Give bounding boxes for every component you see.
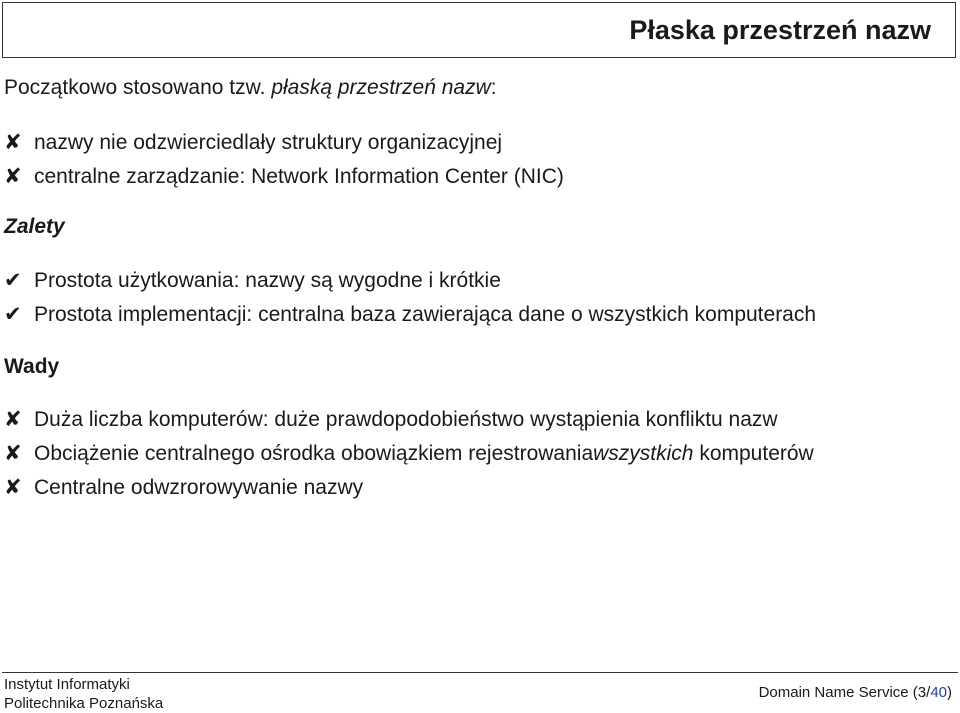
footer-divider xyxy=(2,672,958,673)
cross-icon: ✘ xyxy=(4,476,22,499)
intro-emphasis: płaską przestrzeń nazw xyxy=(271,76,491,99)
initial-item-2: ✘ centralne zarządzanie: Network Information Center (NIC) xyxy=(4,165,564,188)
footer-university: Politechnika Poznańska xyxy=(4,695,164,712)
intro-line xyxy=(4,76,497,100)
cross-icon: ✘ xyxy=(4,131,22,154)
footer-course: Domain Name Service (3/40) xyxy=(758,684,952,701)
cross-icon: ✘ xyxy=(4,442,22,465)
intro-suffix: : xyxy=(490,76,497,99)
page-total-link[interactable]: 40 xyxy=(930,684,947,701)
intro-prefix: Początkowo stosowano tzw. xyxy=(4,76,272,99)
pros-heading: Zalety xyxy=(4,215,65,238)
cons-item-2-emphasis: wszystkich xyxy=(593,442,694,465)
page-current: 3 xyxy=(917,684,927,701)
pros-item-2: ✔ Prostota implementacji: centralna baza zawierająca dane o wszystkich komputerach xyxy=(4,303,817,326)
check-icon: ✔ xyxy=(4,269,22,292)
title-box xyxy=(2,2,956,58)
cons-item-2: ✘ Obciążenie centralnego ośrodka obowiązkiem rejestrowaniawszystkich komputerów xyxy=(4,442,814,465)
cross-icon: ✘ xyxy=(4,408,22,431)
initial-item-1: ✘ nazwy nie odzwierciedlały struktury organizacyjnej xyxy=(4,131,503,154)
slide-title: Płaska przestrzeń nazw xyxy=(629,15,931,45)
pros-item-1: ✔ Prostota użytkowania: nazwy są wygodne i krótkie xyxy=(4,269,501,292)
cons-item-3: ✘ Centralne odwzrorowywanie nazwy xyxy=(4,476,364,499)
cons-item-1: ✘ Duża liczba komputerów: duże prawdopodobieństwo wystąpienia konfliktu nazw xyxy=(4,408,778,431)
cross-icon: ✘ xyxy=(4,165,22,188)
check-icon: ✔ xyxy=(4,303,22,326)
footer-institute: Instytut Informatyki xyxy=(4,676,130,693)
cons-heading: Wady xyxy=(4,355,60,378)
